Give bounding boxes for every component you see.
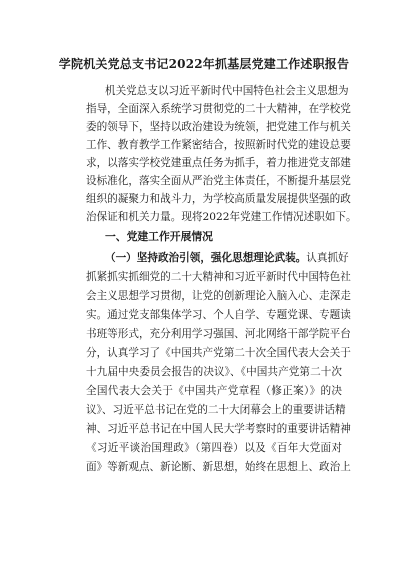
body-line: 议》、习近平总书记在党的二十大闭幕会上的重要讲话精	[86, 404, 346, 416]
body-line: 神、习近平总书记在中国人民大学考察时的重要讲话精神	[86, 423, 351, 435]
body-line: 《习近平谈治国理政》（第四卷）以及《百年大党面对	[86, 442, 342, 454]
intro-line: 求，以落实学校党建重点任务为抓手，着力推进党支部建	[86, 157, 351, 169]
body-line: 书班等形式，充分利用学习强国、河北网络干部学院平台	[86, 328, 351, 340]
body-line: 抓紧抓实抓细党的二十大精神和习近平新时代中国特色社	[86, 271, 351, 283]
section-heading: 一、党建工作开展情况	[105, 230, 213, 243]
intro-line: 指导，全面深入系统学习贯彻党的二十大精神，在学校党	[86, 103, 351, 115]
intro-line: 委的领导下，坚持以政治建设为统领，把党建工作与机关	[86, 121, 351, 133]
body-line: 会主义思想学习贯彻，让党的创新理论入脑入心、走深走	[86, 290, 351, 302]
subsection-heading: （一）坚持政治引领，强化思想理论武装。	[105, 252, 307, 264]
intro-line: 设标准化，落实全面从严治党主体责任，不断提升基层党	[86, 175, 351, 187]
document-title: 学院机关党总支书记2022年抓基层党建工作述职报告	[58, 57, 350, 71]
body-line: 全国代表大会关于《中国共产党章程（修正案）》的决	[86, 385, 342, 397]
body-line: 分，认真学习了《中国共产党第二十次全国代表大会关于	[86, 347, 351, 359]
body-line: 十九届中央委员会报告的决议》、《中国共产党第二十次	[86, 366, 342, 378]
intro-line: 组织的凝聚力和战斗力，为学校高质量发展提供坚强的政	[86, 193, 351, 205]
intro-line: 工作、教育教学工作紧密结合，按照新时代党的建设总要	[86, 139, 351, 151]
body-line: 面》等新观点、新论断、新思想，始终在思想上、政治上	[86, 461, 351, 473]
intro-line: 治保证和机关力量。现将2022年党建工作情况述职如下。	[86, 211, 357, 223]
subsection-line	[105, 251, 349, 265]
body-line: 实。通过党支部集体学习、个人自学、专题党课、专题读	[86, 309, 351, 321]
intro-line: 机关党总支以习近平新时代中国特色社会主义思想为	[105, 85, 349, 97]
subsection-lead: 认真抓好	[306, 252, 349, 264]
